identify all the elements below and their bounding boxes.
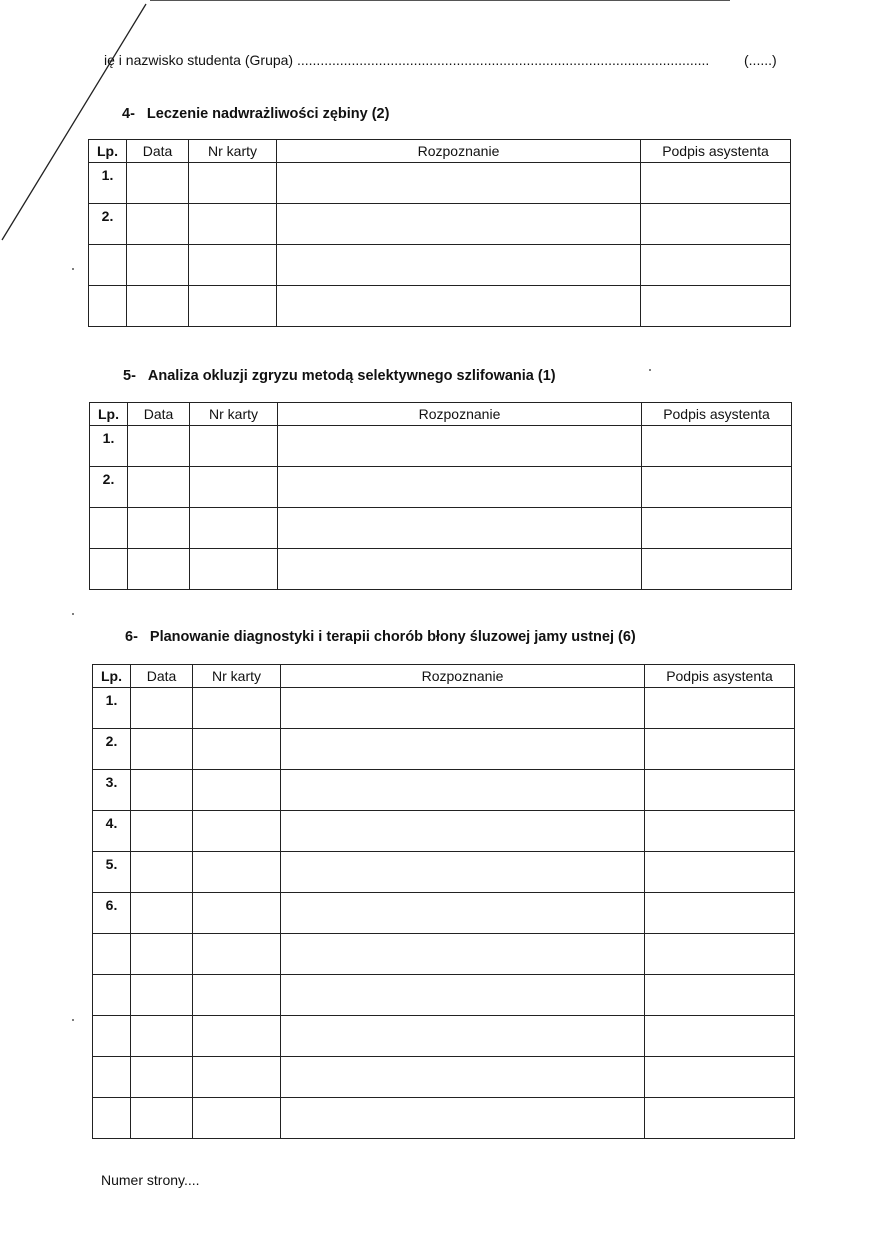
section-title-text: Planowanie diagnostyki i terapii chorób błony śluzowej jamy ustnej (6) [149,629,636,645]
podpis-cell[interactable] [642,426,792,467]
data-cell[interactable] [131,811,193,852]
podpis-cell[interactable] [645,975,795,1016]
data-cell[interactable] [131,1098,193,1139]
data-cell[interactable] [127,286,189,327]
row-number: 4. [93,811,131,852]
nr-karty-cell[interactable] [189,204,277,245]
table-row [89,286,791,327]
name-fill-dots: .......................................................................................................... [296,52,710,68]
nr-karty-cell[interactable] [190,426,278,467]
nr-karty-cell[interactable] [193,852,281,893]
col-nr-karty: Nr karty [193,665,281,688]
section-title-text: Analiza okluzji zgryzu metodą selektywnego szlifowania (1) [147,368,556,384]
podpis-cell[interactable] [642,467,792,508]
podpis-cell[interactable] [641,163,791,204]
row-number [90,508,128,549]
rozpoznanie-cell[interactable] [278,426,642,467]
nr-karty-cell[interactable] [193,811,281,852]
section-4-table [88,139,791,327]
rozpoznanie-cell[interactable] [277,163,641,204]
row-number: 6. [93,893,131,934]
data-cell[interactable] [128,508,190,549]
col-data: Data [128,403,190,426]
row-number: 3. [93,770,131,811]
table-row [90,508,792,549]
podpis-cell[interactable] [645,811,795,852]
nr-karty-cell[interactable] [190,508,278,549]
table-row [93,770,795,811]
nr-karty-cell[interactable] [193,934,281,975]
row-number [93,1057,131,1098]
col-lp: Lp. [89,140,127,163]
section-number: 6- [125,629,138,645]
table-row [93,729,795,770]
nr-karty-cell[interactable] [193,1057,281,1098]
page-top-edge [150,0,730,1]
data-cell[interactable] [131,729,193,770]
student-name-label: ię i nazwisko studenta (Grupa) [104,52,294,68]
nr-karty-cell[interactable] [193,688,281,729]
podpis-cell[interactable] [645,770,795,811]
nr-karty-cell[interactable] [190,549,278,590]
podpis-cell[interactable] [645,688,795,729]
data-cell[interactable] [128,467,190,508]
nr-karty-cell[interactable] [193,729,281,770]
col-data: Data [127,140,189,163]
data-cell[interactable] [131,852,193,893]
col-podpis: Podpis asystenta [641,140,791,163]
section-5-title [123,368,556,384]
podpis-cell[interactable] [645,1098,795,1139]
data-cell[interactable] [131,934,193,975]
section-title-text: Leczenie nadwrażliwości zębiny (2) [146,106,390,122]
col-data: Data [131,665,193,688]
rozpoznanie-cell[interactable] [277,286,641,327]
data-cell[interactable] [127,163,189,204]
nr-karty-cell[interactable] [189,286,277,327]
nr-karty-cell[interactable] [193,1098,281,1139]
row-number [93,975,131,1016]
podpis-cell[interactable] [642,508,792,549]
rozpoznanie-cell[interactable] [281,770,645,811]
rozpoznanie-cell[interactable] [281,975,645,1016]
row-number [90,549,128,590]
podpis-cell[interactable] [641,245,791,286]
col-rozpoznanie: Rozpoznanie [277,140,641,163]
data-cell[interactable] [131,770,193,811]
section-6-title [125,629,636,645]
nr-karty-cell[interactable] [193,770,281,811]
nr-karty-cell[interactable] [189,163,277,204]
nr-karty-cell[interactable] [189,245,277,286]
row-number: 1. [90,426,128,467]
data-cell[interactable] [128,426,190,467]
col-rozpoznanie: Rozpoznanie [278,403,642,426]
row-number: 2. [93,729,131,770]
scan-speck [649,369,651,371]
row-number [93,1098,131,1139]
table-row [93,1057,795,1098]
row-number [89,286,127,327]
student-name-line [104,52,794,68]
data-cell[interactable] [131,1016,193,1057]
podpis-cell[interactable] [645,893,795,934]
rozpoznanie-cell[interactable] [281,1098,645,1139]
table-row [93,852,795,893]
nr-karty-cell[interactable] [193,893,281,934]
col-nr-karty: Nr karty [189,140,277,163]
col-podpis: Podpis asystenta [642,403,792,426]
rozpoznanie-cell[interactable] [281,811,645,852]
table-row [93,893,795,934]
section-number: 4- [122,106,135,122]
row-number: 2. [90,467,128,508]
rozpoznanie-cell[interactable] [277,245,641,286]
nr-karty-cell[interactable] [193,975,281,1016]
section-6-table [92,664,795,1139]
table-header-row [89,140,791,163]
rozpoznanie-cell[interactable] [278,467,642,508]
section-number: 5- [123,368,136,384]
col-lp: Lp. [90,403,128,426]
row-number: 2. [89,204,127,245]
data-cell[interactable] [131,975,193,1016]
section-4-title [122,106,389,122]
table-row [93,811,795,852]
table-row [89,245,791,286]
col-nr-karty: Nr karty [190,403,278,426]
nr-karty-cell[interactable] [193,1016,281,1057]
data-cell[interactable] [131,1057,193,1098]
row-number [89,245,127,286]
data-cell[interactable] [131,893,193,934]
podpis-cell[interactable] [645,934,795,975]
rozpoznanie-cell[interactable] [277,204,641,245]
rozpoznanie-cell[interactable] [281,1057,645,1098]
data-cell[interactable] [128,549,190,590]
table-row [93,975,795,1016]
col-lp: Lp. [93,665,131,688]
podpis-cell[interactable] [645,1016,795,1057]
table-row [89,204,791,245]
table-row [93,688,795,729]
data-cell[interactable] [131,688,193,729]
row-number: 1. [93,688,131,729]
podpis-cell[interactable] [645,729,795,770]
podpis-cell[interactable] [641,204,791,245]
scan-speck [72,268,74,270]
col-rozpoznanie: Rozpoznanie [281,665,645,688]
row-number: 1. [89,163,127,204]
scan-speck [72,613,74,615]
col-podpis: Podpis asystenta [645,665,795,688]
rozpoznanie-cell[interactable] [281,852,645,893]
data-cell[interactable] [127,204,189,245]
table-row [90,467,792,508]
rozpoznanie-cell[interactable] [281,893,645,934]
podpis-cell[interactable] [642,549,792,590]
data-cell[interactable] [127,245,189,286]
rozpoznanie-cell[interactable] [281,934,645,975]
score-field: (......) [744,52,777,68]
podpis-cell[interactable] [645,1057,795,1098]
rozpoznanie-cell[interactable] [281,688,645,729]
page-number-label: Numer strony.... [101,1172,200,1188]
table-row [93,1098,795,1139]
nr-karty-cell[interactable] [190,467,278,508]
podpis-cell[interactable] [645,852,795,893]
table-row [89,163,791,204]
podpis-cell[interactable] [641,286,791,327]
rozpoznanie-cell[interactable] [278,508,642,549]
table-row [90,549,792,590]
rozpoznanie-cell[interactable] [281,729,645,770]
table-header-row [93,665,795,688]
row-number [93,1016,131,1057]
table-row [90,426,792,467]
scan-speck [72,1019,74,1021]
rozpoznanie-cell[interactable] [278,549,642,590]
row-number [93,934,131,975]
rozpoznanie-cell[interactable] [281,1016,645,1057]
section-5-table [89,402,792,590]
table-row [93,934,795,975]
row-number: 5. [93,852,131,893]
table-row [93,1016,795,1057]
table-header-row [90,403,792,426]
